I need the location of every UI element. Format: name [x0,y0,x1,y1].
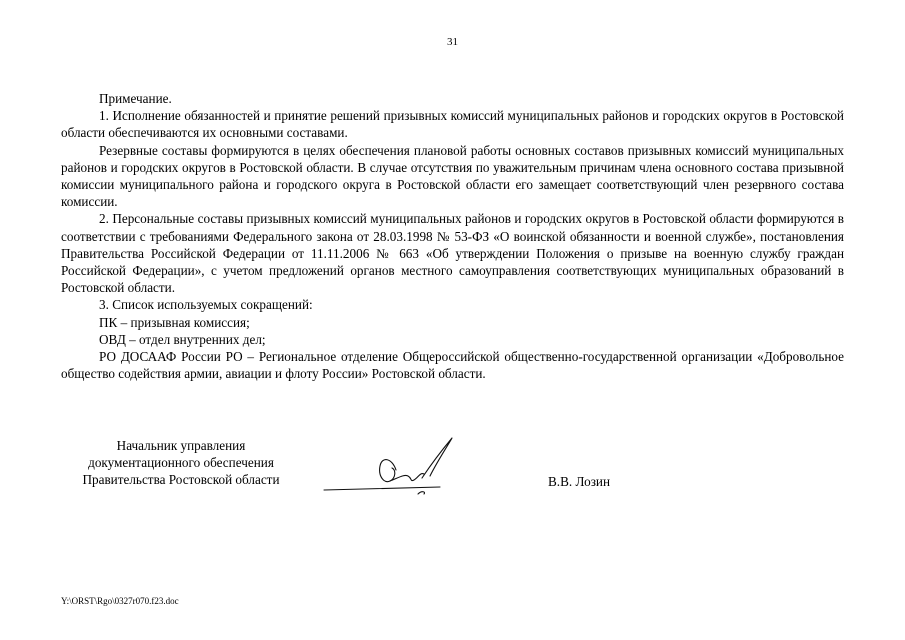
paragraph-1: 1. Исполнение обязанностей и принятие решений призывных комиссий муниципальных районов и городских округов в Ростовской области обеспечиваются их основными составами. [61,108,844,141]
signatory-title-line: Правительства Ростовской области [82,472,280,488]
paragraph-3: 3. Список используемых сокращений: [99,297,313,313]
signatory-title-line: документационного обеспечения [88,455,274,471]
paragraph-2: 2. Персональные составы призывных комиссий муниципальных районов и городских округов в Ростовской области формируются в соответствии с требованиями Федерального закона от 28.03.1998 № 53-ФЗ «О воинской обязанности и военной службе», постановления Правительства Российской Федерации от 11.11.2006 № 663 «Об утверждении Положения о призыве на военную службу граждан Российской Федерации», с учетом предложений органов местного самоуправления соответствующих муниципальных образований в Ростовской области. [61,211,844,296]
handwritten-signature [318,432,458,498]
file-path: Y:\ORST\Rgo\0327r070.f23.doc [61,596,179,606]
abbreviation-dosaaf: РО ДОСААФ России РО – Региональное отделение Общероссийской общественно-государственной организации «Добровольное общество содействия армии, авиации и флоту России» Ростовской области. [61,349,844,382]
note-heading: Примечание. [99,91,172,106]
document-body [61,90,844,382]
page-number: 31 [447,36,458,48]
signatory-title-line: Начальник управления [116,438,246,453]
paragraph-reserve: Резервные составы формируются в целях обеспечения плановой работы основных составов призывных комиссий муниципальных районов и городских округов в Ростовской области. В случае отсутствия по уважительным причинам члена основного состава призывной комиссии муниципального района и городского округа в Ростовской области его замещает соответствующий член резервного состава комиссии. [61,142,844,210]
signatory-title [61,437,301,489]
abbreviation-pk: ПК – призывная комиссия; [99,314,250,330]
signer-name: В.В. Лозин [548,474,611,489]
abbreviation-ovd: ОВД – отдел внутренних дел; [99,331,266,347]
